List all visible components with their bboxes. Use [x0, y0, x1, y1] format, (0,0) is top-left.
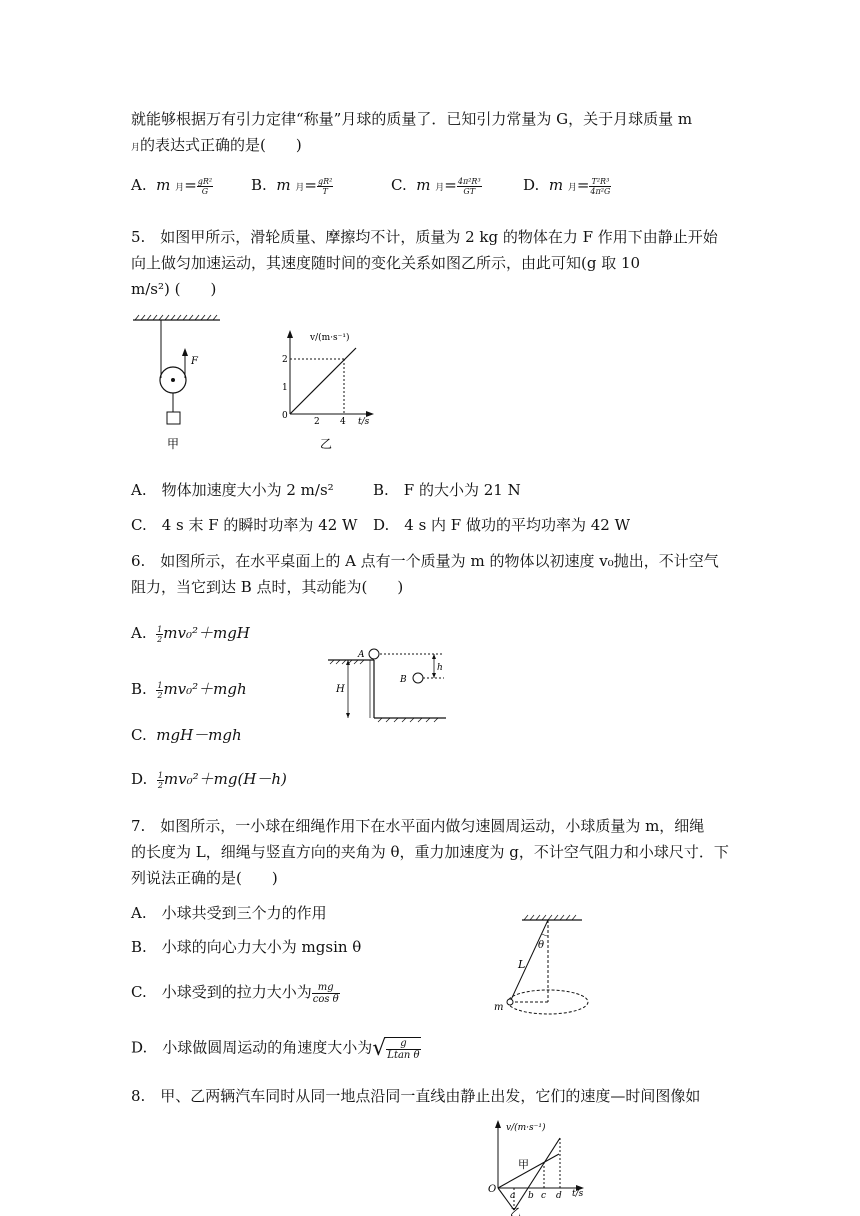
xtick-2: 2 [314, 417, 320, 427]
q6-line2: 阻力，当它到达 B 点时，其动能为( ) [131, 578, 404, 596]
ytick-2: 2 [282, 355, 288, 365]
q5-line3: m/s²) ( ) [131, 280, 217, 298]
q5-option-c: C. 4 s 末 F 的瞬时功率为 42 W [131, 516, 358, 534]
graph-ylabel: v/(m·s⁻¹) [310, 333, 350, 343]
q6-line1: 6. 如图所示，在水平桌面上的 A 点有一个质量为 m 的物体以初速度 v₀抛出，不计空气 [131, 552, 719, 570]
vt-graph-q8 [484, 1118, 594, 1216]
xtick-4: 4 [340, 417, 346, 427]
q7-option-b: B. 小球的向心力大小为 mgsin θ [131, 938, 362, 956]
ytick-1: 1 [282, 383, 288, 393]
q5-option-d: D. 4 s 内 F 做功的平均功率为 42 W [373, 516, 631, 534]
pulley-figure [125, 312, 235, 452]
vt-graph-q5 [278, 326, 388, 452]
q8-xtick-a: a [510, 1191, 516, 1201]
q6-option-a: A. $\frac{1}{2}$ mv₀²＋mgH [131, 624, 250, 644]
q7-line2: 的长度为 L，细绳与竖直方向的夹角为 θ，重力加速度为 g，不计空气阻力和小球尺寸．下 [131, 843, 729, 861]
q6-option-c: C. mgH－mgh [131, 726, 242, 744]
q6-option-b: B. $\frac{1}{2}$ mv₀²＋mgh [131, 680, 247, 700]
q7-line1: 7. 如图所示，一小球在细绳作用下在水平面内做匀速圆周运动，小球质量为 m，细绳 [131, 817, 705, 835]
q8-line1: 8. 甲、乙两辆汽车同时从同一地点沿同一直线由静止出发，它们的速度—时间图像如 [131, 1087, 701, 1105]
q8-xtick-d: d [556, 1191, 562, 1201]
point-a-label: A [358, 650, 365, 660]
q4-line1: 就能够根据万有引力定律“称量”月球的质量了．已知引力常量为 G，关于月球质量 m [131, 110, 693, 128]
q4-option-b: B. m 月= $\frac{\text{gR²}}{T}$ [251, 176, 333, 196]
q8-origin: O [488, 1184, 497, 1195]
m-label: m [494, 1002, 504, 1013]
conical-pendulum-figure [490, 910, 600, 1015]
force-f-label: F [191, 356, 198, 367]
q4-option-c: C. m 月= $\frac{\text{4π²R³}}{GT}$ [391, 176, 481, 196]
q8-ylabel: v/(m·s⁻¹) [506, 1123, 546, 1133]
q4-line2: 月的表达式正确的是( ) [131, 136, 302, 154]
h-label: h [437, 663, 443, 673]
figure-yi-label: 乙 [320, 437, 333, 451]
velocity-line [290, 348, 356, 414]
q8-xlabel: t/s [572, 1189, 584, 1199]
q7-line3: 列说法正确的是( ) [131, 869, 278, 887]
big-h-label: H [336, 684, 345, 695]
q7-option-a: A. 小球共受到三个力的作用 [131, 904, 327, 922]
q8-xtick-b: b [528, 1191, 534, 1201]
q5-option-a: A. 物体加速度大小为 2 m/s² [131, 481, 334, 499]
q5-line2: 向上做匀加速运动，其速度随时间的变化关系如图乙所示，由此可知(g 取 10 [131, 254, 641, 272]
q4-option-d: D. m 月= $\frac{\text{T²R³}}{\text{4π²G}}$ [523, 176, 611, 196]
q7-option-d: D. 小球做圆周运动的角速度大小为√ $\frac{g}{\text{Ltan θ}}$ [131, 1036, 420, 1061]
q7-option-c: C. 小球受到的拉力大小为 $\frac{mg}{\text{cos θ}}$ [131, 981, 339, 1005]
q8-jia-label: 甲 [518, 1158, 529, 1171]
q5-option-b: B. F 的大小为 21 N [373, 481, 521, 499]
graph-origin: 0 [282, 411, 288, 421]
table-figure [322, 644, 452, 724]
q8-yi-label: 乙 [510, 1206, 521, 1216]
q8-xtick-c: c [541, 1191, 547, 1201]
l-label: L [518, 958, 526, 971]
graph-xlabel: t/s [358, 417, 370, 427]
q4-option-a: A. m 月= $\frac{\text{gR²}}{G}$ [131, 176, 213, 196]
theta-label: θ [538, 940, 545, 951]
q6-option-d: D. $\frac{1}{2}$ mv₀²＋mg(H－h) [131, 770, 287, 790]
figure-jia-label: 甲 [167, 437, 180, 451]
q5-line1: 5. 如图甲所示，滑轮质量、摩擦均不计，质量为 2 kg 的物体在力 F 作用下由静止开始 [131, 228, 718, 246]
point-b-label: B [400, 675, 407, 685]
